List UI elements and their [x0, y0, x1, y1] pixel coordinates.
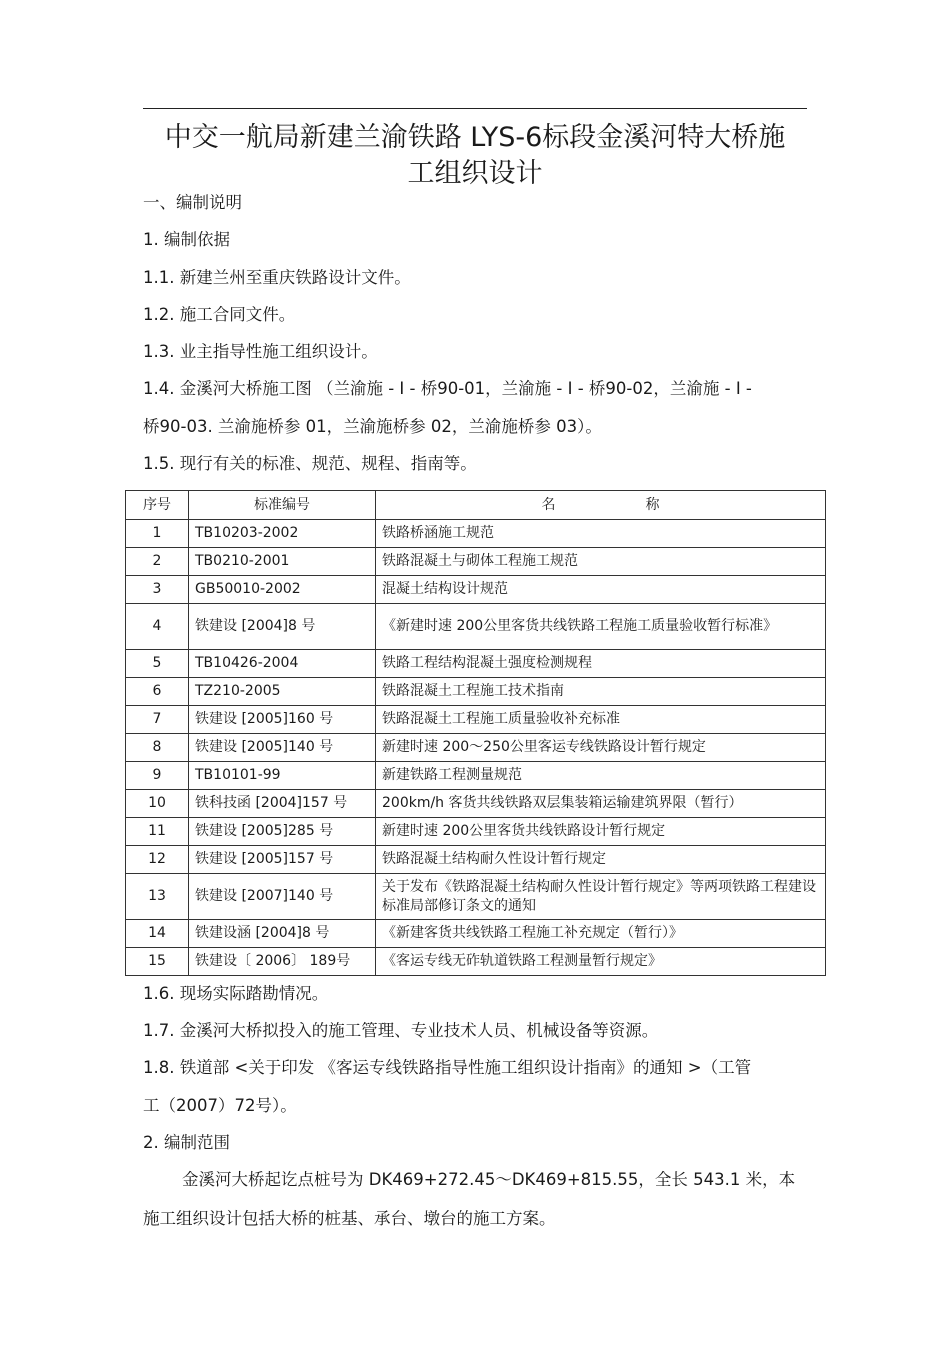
header-name-part1: 名	[541, 496, 556, 513]
table-body	[126, 520, 826, 976]
basis-item-continued: 工（2007）72号）。	[143, 1096, 297, 1115]
standard-code: 铁建设涵 [2004]8 号	[189, 920, 376, 948]
standard-name: 《客运专线无砟轨道铁路工程测量暂行规定》	[376, 948, 826, 976]
row-number: 10	[126, 790, 189, 818]
basis-item: 1.1. 新建兰州至重庆铁路设计文件。	[143, 268, 411, 287]
row-number: 3	[126, 576, 189, 604]
table-row	[126, 734, 826, 762]
header-code: 标准编号	[189, 491, 376, 520]
table-row	[126, 706, 826, 734]
table-row	[126, 548, 826, 576]
standard-code: TB10203-2002	[189, 520, 376, 548]
standard-name: 铁路混凝土工程施工技术指南	[376, 678, 826, 706]
table-row	[126, 678, 826, 706]
table-row	[126, 948, 826, 976]
row-number: 15	[126, 948, 189, 976]
subsection-heading-basis: 1. 编制依据	[143, 230, 230, 249]
row-number: 11	[126, 818, 189, 846]
document-title-line1: 中交一航局新建兰渝铁路 LYS-6标段金溪河特大桥施	[164, 122, 786, 153]
table-row	[126, 874, 826, 920]
basis-item: 1.2. 施工合同文件。	[143, 305, 296, 324]
row-number: 1	[126, 520, 189, 548]
standard-code: 铁科技函 [2004]157 号	[189, 790, 376, 818]
basis-item: 1.8. 铁道部 <关于印发 《客运专线铁路指导性施工组织设计指南》的通知 >（工管	[143, 1058, 752, 1077]
row-number: 9	[126, 762, 189, 790]
table-row	[126, 790, 826, 818]
basis-item: 1.4. 金溪河大桥施工图 （兰渝施 - Ⅰ - 桥90-01，兰渝施 - Ⅰ - 桥90-02，兰渝施 - Ⅰ -	[143, 379, 752, 398]
standard-name: 《新建客货共线铁路工程施工补充规定（暂行）》	[376, 920, 826, 948]
standard-code: 铁建设〔 2006〕 189号	[189, 948, 376, 976]
basis-item: 1.5. 现行有关的标准、规范、规程、指南等。	[143, 454, 477, 473]
standard-name: 铁路桥涵施工规范	[376, 520, 826, 548]
basis-item-continued: 桥90-03. 兰渝施桥参 01，兰渝施桥参 02，兰渝施桥参 03）。	[143, 417, 602, 436]
basis-item: 1.6. 现场实际踏勘情况。	[143, 984, 329, 1003]
row-number: 12	[126, 846, 189, 874]
standard-code: 铁建设 [2005]160 号	[189, 706, 376, 734]
row-number: 2	[126, 548, 189, 576]
header-seq: 序号	[126, 491, 189, 520]
standard-name: 铁路混凝土结构耐久性设计暂行规定	[376, 846, 826, 874]
standard-code: TB0210-2001	[189, 548, 376, 576]
subsection-heading-scope: 2. 编制范围	[143, 1133, 230, 1152]
row-number: 13	[126, 874, 189, 920]
standard-code: TB10101-99	[189, 762, 376, 790]
document-title-line2: 工组织设计	[407, 158, 543, 189]
standard-name: 新建铁路工程测量规范	[376, 762, 826, 790]
standard-name: 铁路混凝土工程施工质量验收补充标准	[376, 706, 826, 734]
table-row	[126, 846, 826, 874]
basis-item: 1.3. 业主指导性施工组织设计。	[143, 342, 378, 361]
header-name	[376, 491, 826, 520]
table-row	[126, 650, 826, 678]
standard-code: 铁建设 [2007]140 号	[189, 874, 376, 920]
standard-name: 关于发布《铁路混凝土结构耐久性设计暂行规定》等两项铁路工程建设标准局部修订条文的通知	[376, 874, 826, 920]
standard-code: 铁建设 [2004]8 号	[189, 604, 376, 650]
standard-name: 《新建时速 200公里客货共线铁路工程施工质量验收暂行标准》	[376, 604, 826, 650]
standard-name: 新建时速 200公里客货共线铁路设计暂行规定	[376, 818, 826, 846]
standards-table	[125, 490, 826, 976]
standard-code: 铁建设 [2005]285 号	[189, 818, 376, 846]
table-row	[126, 520, 826, 548]
standard-code: 铁建设 [2005]157 号	[189, 846, 376, 874]
table-row	[126, 604, 826, 650]
standard-code: TB10426-2004	[189, 650, 376, 678]
row-number: 7	[126, 706, 189, 734]
standard-name: 新建时速 200～250公里客运专线铁路设计暂行规定	[376, 734, 826, 762]
standard-name: 铁路混凝土与砌体工程施工规范	[376, 548, 826, 576]
table-row	[126, 576, 826, 604]
header-name-part2: 称	[645, 496, 660, 513]
basis-item: 1.7. 金溪河大桥拟投入的施工管理、专业技术人员、机械设备等资源。	[143, 1021, 659, 1040]
standard-name: 混凝土结构设计规范	[376, 576, 826, 604]
row-number: 6	[126, 678, 189, 706]
row-number: 8	[126, 734, 189, 762]
table-row	[126, 920, 826, 948]
row-number: 5	[126, 650, 189, 678]
standard-name: 200km/h 客货共线铁路双层集装箱运输建筑界限（暂行）	[376, 790, 826, 818]
table-header-row	[126, 491, 826, 520]
section-heading-1: 一、编制说明	[143, 193, 242, 212]
standard-code: TZ210-2005	[189, 678, 376, 706]
standard-code: GB50010-2002	[189, 576, 376, 604]
row-number: 4	[126, 604, 189, 650]
table-row	[126, 818, 826, 846]
standard-name: 铁路工程结构混凝土强度检测规程	[376, 650, 826, 678]
header-rule	[143, 108, 807, 109]
table-row	[126, 762, 826, 790]
standard-code: 铁建设 [2005]140 号	[189, 734, 376, 762]
row-number: 14	[126, 920, 189, 948]
scope-paragraph-line1: 金溪河大桥起讫点桩号为 DK469+272.45～DK469+815.55，全长 543.1 米，本	[182, 1170, 796, 1189]
scope-paragraph-line2: 施工组织设计包括大桥的桩基、承台、墩台的施工方案。	[143, 1209, 556, 1228]
